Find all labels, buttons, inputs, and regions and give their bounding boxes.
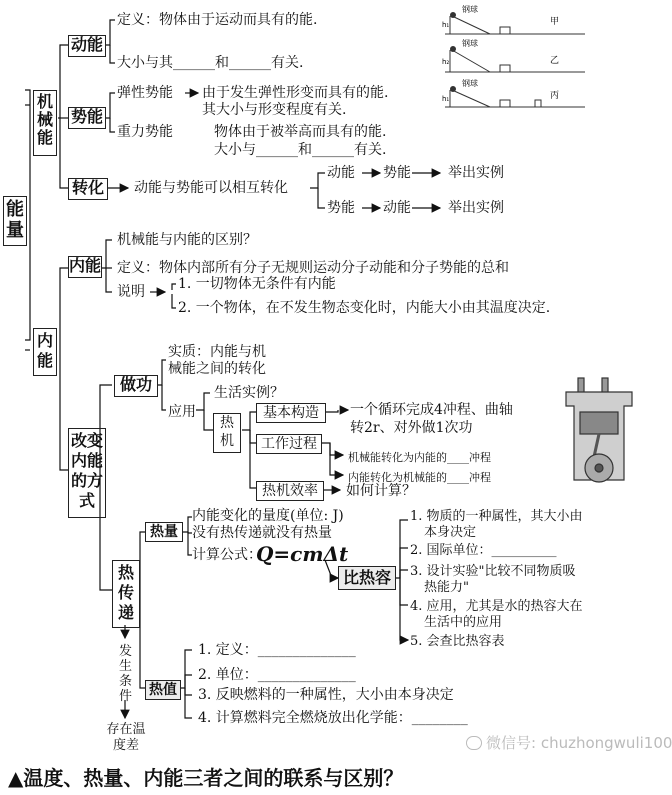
- engine-cylinder-illustration: [562, 368, 636, 500]
- change-methods-label: 改变内能的方式: [70, 431, 103, 510]
- work-essence-2: 械能之间的转化: [168, 361, 266, 377]
- internal-sub-box: [68, 256, 102, 278]
- watermark-text: [466, 735, 672, 752]
- internal-difference: 机械能与内能的区别？: [117, 232, 257, 248]
- internal-explain: 说明: [117, 284, 145, 300]
- capacity-point-5: 5. 会查比热容表: [410, 634, 505, 649]
- h1-label-1: h₁: [442, 21, 450, 29]
- bottom-question: [8, 766, 403, 790]
- specific-heat-box: [338, 566, 396, 590]
- heat-engine-box: [213, 413, 241, 453]
- capacity-point-4b: 生活中的应用: [424, 615, 503, 630]
- efficiency-calc: 如何计算？: [346, 483, 416, 499]
- conversion-box: [68, 178, 108, 200]
- conversion-text: 动能与势能可以相互转化: [134, 180, 288, 196]
- root-label: 能量: [6, 199, 24, 241]
- conversion-row1-to: 势能: [383, 165, 411, 181]
- kinetic-box: [68, 35, 106, 57]
- heat-value-label: 热值: [149, 682, 177, 698]
- wechat-icon: [466, 736, 482, 750]
- h1-label-2: h₁: [442, 95, 450, 103]
- mechanical-energy-box: [33, 90, 57, 156]
- basic-structure-box: [256, 403, 326, 423]
- internal-label: 内能: [36, 331, 53, 370]
- internal-energy-box: [33, 328, 57, 376]
- ball-label-2: 钢球: [462, 39, 478, 48]
- capacity-point-3b: 热能力": [424, 580, 469, 595]
- internal-to-mech-stroke: 内能转化为机械能的____冲程: [348, 471, 491, 484]
- cycle-line-2: 转2r、对外做1次功: [350, 420, 473, 436]
- temperature-difference: 存在温度差: [106, 722, 146, 753]
- conversion-row1-from: 动能: [327, 165, 355, 181]
- mech-to-internal-stroke: 机械能转化为内能的____冲程: [348, 451, 491, 464]
- capacity-point-2: 2. 国际单位：__________: [410, 543, 557, 558]
- change-methods-box: [68, 428, 106, 518]
- question-text: 温度、热量、内能三者之间的联系与区别？: [23, 766, 404, 790]
- capacity-point-4a: 4. 应用，尤其是水的热容大在: [410, 599, 583, 614]
- elastic-definition-2: 其大小与形变程度有关.: [202, 102, 347, 118]
- basic-structure-label: 基本构造: [263, 405, 319, 421]
- heat-measure: 内能变化的量度(单位: J): [192, 508, 344, 524]
- watermark-label: 微信号: chuzhongwuli100: [486, 734, 672, 752]
- gravity-potential-label: 重力势能: [117, 124, 173, 140]
- kinetic-label: 动能: [70, 35, 103, 54]
- capacity-point-3a: 3. 设计实验"比较不同物质吸: [410, 564, 576, 579]
- heat-engine-label: 热机: [220, 415, 234, 449]
- fig-yi: 乙: [550, 56, 560, 66]
- heat-transfer-box: [112, 560, 140, 628]
- fuel-point-4: 4. 计算燃料完全燃烧放出化学能：________: [198, 710, 468, 726]
- work-apply: 应用: [168, 404, 196, 420]
- transfer-condition: 发生条件: [119, 644, 133, 704]
- work-label: 做功: [119, 375, 152, 394]
- no-heat-statement: 没有热传递就没有热量: [192, 525, 332, 541]
- capacity-point-1b: 本身决定: [424, 525, 477, 540]
- internal-note-2: 2. 一个物体，在不发生物态变化时，内能大小由其温度决定.: [178, 300, 551, 316]
- engine-efficiency-label: 热机效率: [262, 483, 318, 499]
- work-essence-1: 实质：内能与机: [168, 344, 266, 360]
- heat-formula: Q=cmΔt: [256, 542, 349, 566]
- mechanical-label: 机械能: [36, 92, 53, 147]
- formula-label: 计算公式：: [192, 547, 262, 563]
- heat-transfer-label: 热传递: [117, 563, 134, 622]
- ball-label-3: 钢球: [462, 79, 478, 88]
- triangle-icon: ▲: [8, 766, 24, 790]
- fig-bing: 丙: [550, 91, 560, 101]
- conversion-row2-from: 势能: [327, 200, 355, 216]
- fuel-point-1: 1. 定义：______________: [198, 642, 356, 658]
- conversion-label: 转化: [71, 178, 104, 197]
- kinetic-definition: 定义：物体由于运动而具有的能.: [117, 12, 318, 28]
- root-energy-box: [3, 196, 27, 246]
- internal-definition: 定义：物体内部所有分子无规则运动分子动能和分子势能的总和: [117, 260, 509, 276]
- work-box: [114, 375, 158, 397]
- conversion-row1-example: 举出实例: [448, 165, 504, 181]
- fuel-point-2: 2. 单位：______________: [198, 667, 356, 683]
- internal-note-1: 1. 一切物体无条件有内能: [178, 276, 336, 292]
- ball-label-1: 钢球: [462, 5, 478, 14]
- cycle-line-1: 一个循环完成4冲程、曲轴: [350, 402, 513, 418]
- heat-quantity-box: [145, 522, 183, 542]
- fuel-point-3: 3. 反映燃料的一种属性，大小由本身决定: [198, 687, 454, 703]
- capacity-point-1a: 1. 物质的一种属性，其大小由: [410, 509, 583, 524]
- work-life-example: 生活实例？: [214, 385, 284, 401]
- engine-efficiency-box: [256, 481, 324, 501]
- internal-sub-label: 内能: [69, 256, 102, 275]
- conversion-row2-example: 举出实例: [448, 200, 504, 216]
- heat-quantity-label: 热量: [150, 524, 178, 540]
- kinetic-size: 大小与其______和______有关.: [117, 55, 304, 71]
- potential-box: [68, 107, 106, 129]
- conversion-row2-to: 动能: [383, 200, 411, 216]
- work-process-label: 工作过程: [261, 436, 317, 452]
- h2-label: h₂: [442, 58, 450, 66]
- elastic-potential-label: 弹性势能: [117, 85, 173, 101]
- gravity-definition-2: 大小与______和______有关.: [214, 142, 387, 158]
- heat-value-box: [145, 680, 181, 700]
- ramp-experiment-figure: [440, 2, 590, 120]
- specific-heat-label: 比热容: [342, 568, 391, 587]
- fig-jia: 甲: [550, 17, 560, 27]
- work-process-box: [256, 434, 322, 454]
- gravity-definition-1: 物体由于被举高而具有的能.: [214, 124, 387, 140]
- elastic-definition-1: 由于发生弹性形变而具有的能.: [202, 85, 389, 101]
- potential-label: 势能: [70, 107, 103, 126]
